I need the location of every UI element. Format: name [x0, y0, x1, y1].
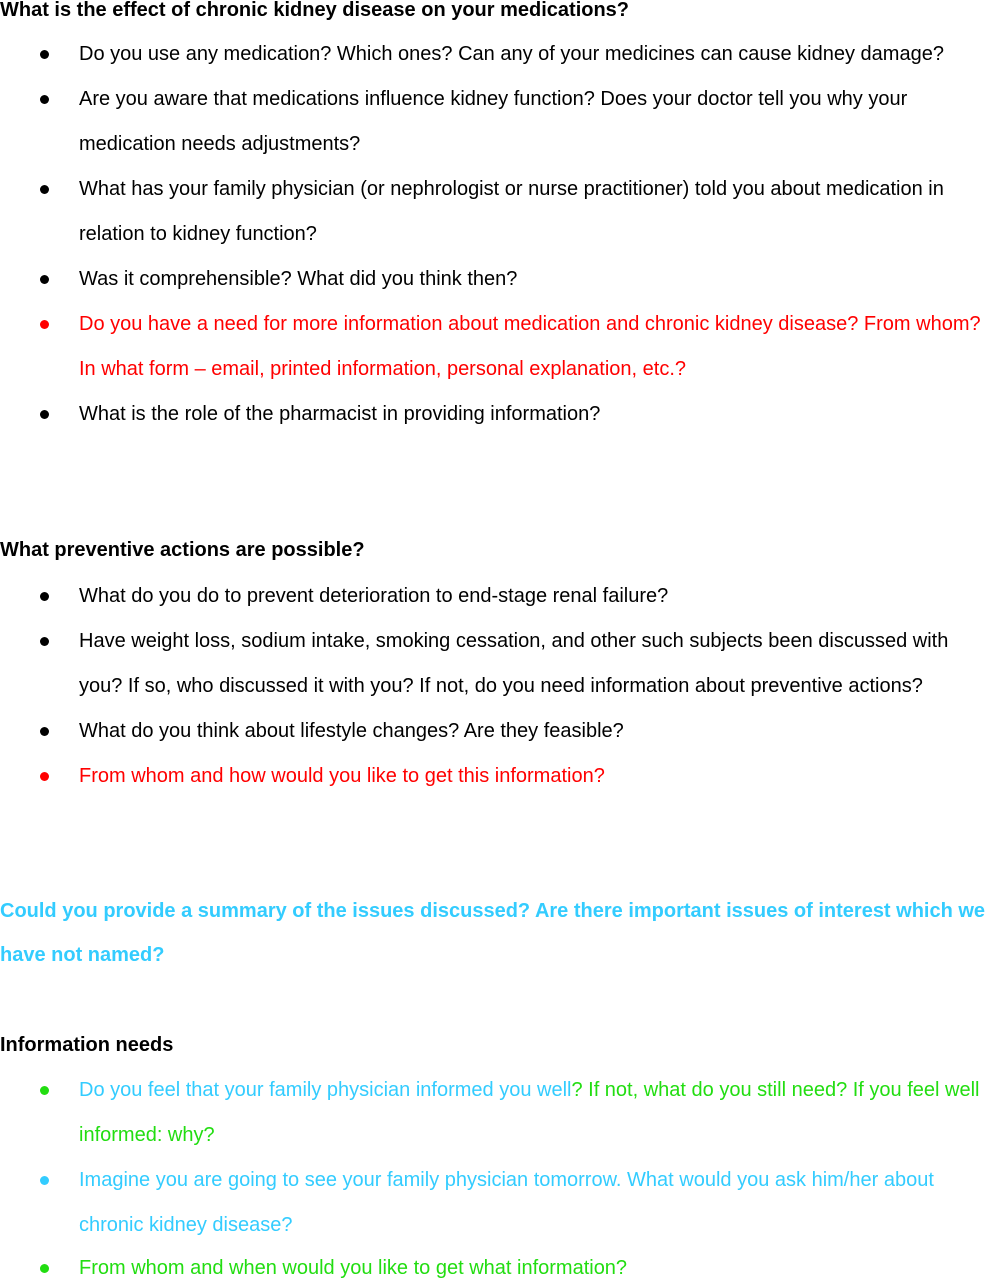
list-item [0, 32, 994, 77]
bullet-icon [40, 50, 49, 59]
list-item-text: Have weight loss, sodium intake, smoking cessation, and other such subjects been discussed with you? If so, who discussed it with you? If not, do you need information about preventive actions? [79, 630, 949, 697]
bullet-icon [40, 185, 49, 194]
bullet-icon [40, 320, 49, 329]
bullet-icon [40, 772, 49, 781]
list-item [0, 77, 994, 167]
list-item-text: Are you aware that medications influence kidney function? Does your doctor tell you why your medication needs adjustments? [79, 88, 908, 155]
list-item [0, 167, 994, 257]
summary-question: Could you provide a summary of the issues discussed? Are there important issues of interest which we have not named? [0, 900, 986, 966]
list-item [0, 709, 994, 754]
list-item [0, 392, 994, 437]
section-heading-medications: What is the effect of chronic kidney disease on your medications? [0, 0, 630, 21]
list-item [0, 1248, 994, 1288]
list-item-text: Do you have a need for more information about medication and chronic kidney disease? From whom? In what form – email, printed information, personal explanation, etc.? [79, 313, 981, 380]
list-item [0, 257, 994, 302]
bullet-icon [40, 637, 49, 646]
list-item [0, 1068, 994, 1158]
list-item [0, 574, 994, 619]
list-item-text: What has your family physician (or nephrologist or nurse practitioner) told you about medication in relation to kidney function? [79, 178, 944, 245]
section-heading-preventive-actions: What preventive actions are possible? [0, 539, 365, 561]
list-item-text: Do you feel that your family physician informed you well [79, 1079, 572, 1101]
list-item [0, 1158, 994, 1248]
list-item-text: What do you think about lifestyle changes? Are they feasible? [79, 720, 624, 742]
bullet-icon [40, 275, 49, 284]
bullet-icon [40, 1176, 49, 1185]
list-item-text: What do you do to prevent deterioration to end-stage renal failure? [79, 585, 669, 607]
bullet-icon [40, 592, 49, 601]
bullet-icon [40, 410, 49, 419]
section-heading-information-needs: Information needs [0, 1034, 174, 1056]
list-item-text: From whom and how would you like to get this information? [79, 765, 605, 787]
list-item [0, 754, 994, 799]
medications-question-list [0, 32, 994, 437]
list-item [0, 619, 994, 709]
bullet-icon [40, 727, 49, 736]
bullet-icon [40, 1086, 49, 1095]
list-item-text: What is the role of the pharmacist in providing information? [79, 403, 601, 425]
list-item-text: Do you use any medication? Which ones? Can any of your medicines can cause kidney damage? [79, 43, 944, 65]
list-item [0, 302, 994, 392]
bullet-icon [40, 1264, 49, 1273]
preventive-question-list [0, 574, 994, 799]
list-item-text: Was it comprehensible? What did you think then? [79, 268, 518, 290]
list-item-text: From whom and when would you like to get what information? [79, 1257, 628, 1279]
list-item-text-continued: ? If not, what do you still need? If you feel well informed: why? [79, 1079, 980, 1146]
bullet-icon [40, 95, 49, 104]
list-item-text: Imagine you are going to see your family physician tomorrow. What would you ask him/her about chronic kidney disease? [79, 1169, 934, 1236]
information-needs-list [0, 1068, 994, 1288]
